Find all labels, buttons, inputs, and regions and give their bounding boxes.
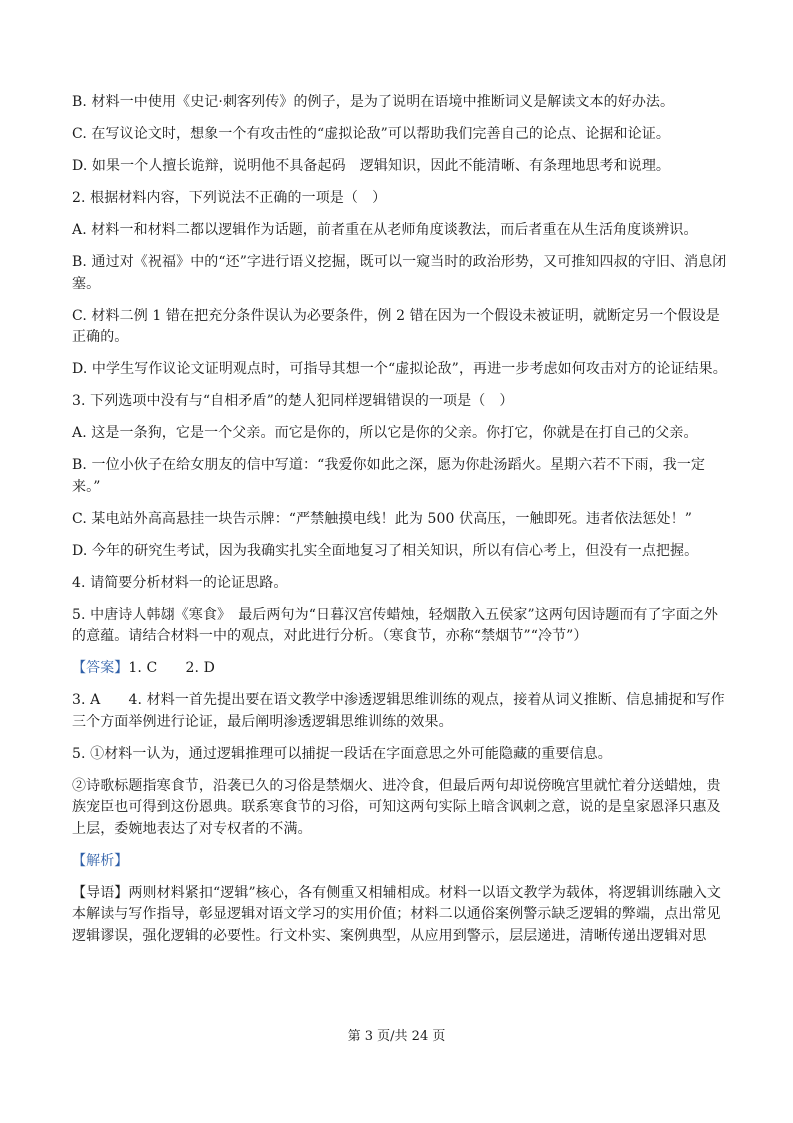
option-3d: D. 今年的研究生考试，因为我确实扎实全面地复习了相关知识，所以有信心考上，但没有一点把握。 [72, 542, 699, 559]
option-3c: C. 某电站外高高悬挂一块告示牌：“严禁触摸电线！此为 500 伏高压，一触即死。违者依法惩处！” [72, 510, 692, 527]
analysis-label: 【解析】 [72, 852, 129, 869]
question-2: 2. 根据材料内容，下列说法不正确的一项是（ ） [72, 190, 387, 206]
option-3b: B. 一位小伙子在给女朋友的信中写道：“我爱你如此之深，愿为你赴汤蹈火。星期六若不下雨，我一定来。” [72, 457, 706, 495]
answer-5-part-1: 5. ①材料一认为，通过逻辑推理可以捕捉一段话在字面意思之外可能隐藏的重要信息。 [72, 745, 612, 762]
answer-line [72, 658, 732, 680]
answer-3-4: 3. A 4. 材料一首先提出要在语文教学中渗透逻辑思维训练的观点，接着从词义推断、信息捕捉和写作三个方面举例进行论证，最后阐明渗透逻辑思维训练的效果。 [72, 692, 725, 730]
question-4: 4. 请简要分析材料一的论证思路。 [72, 574, 288, 591]
answer-5-part-2: ②诗歌标题指寒食节，沿袭已久的习俗是禁烟火、进冷食，但最后两句却说傍晚宫里就忙着分送蜡烛，贵族宠臣也可得到这份恩典。联系寒食节的习俗，可知这两句实际上暗含讽刺之意，说的是皇家恩泽只惠及上层，委婉地表达了对专权者的不满。 [72, 777, 721, 837]
option-2c: C. 材料二例 1 错在把充分条件误认为必要条件，例 2 错在因为一个假设未被证明，就断定另一个假设是正确的。 [72, 307, 720, 345]
option-1b: B. 材料一中使用《史记·刺客列传》的例子，是为了说明在语境中推断词义是解读文本的好办法。 [72, 94, 675, 110]
answer-text: 1. C 2. D [128, 660, 215, 676]
analysis-heading [72, 851, 732, 873]
question-3: 3. 下列选项中没有与“自相矛盾”的楚人犯同样逻辑错误的一项是（ ） [72, 393, 514, 409]
question-5: 5. 中唐诗人韩翃《寒食》 最后两句为“日暮汉宫传蜡烛，轻烟散入五侯家”这两句因诗题而有了字面之外的意蕴。请结合材料一中的观点，对此进行分析。（寒食节，亦称“禁烟节”“冷节”） [72, 606, 719, 644]
page-footer: 第 3 页/共 24 页 [347, 1029, 446, 1044]
option-1c: C. 在写议论文时，想象一个有攻击性的“虚拟论敌”可以帮助我们完善自己的论点、论据和论证。 [72, 126, 670, 142]
guide-label: 【导语】 [72, 884, 129, 901]
option-2d: D. 中学生写作议论文证明观点时，可指导其想一个“虚拟论敌”，再进一步考虑如何攻击对方的论证结果。 [72, 361, 727, 377]
guide-text: 两则材料紧扣“逻辑”核心，各有侧重又相辅相成。材料一以语文教学为载体，将逻辑训练融入文本解读与写作指导，彰显逻辑对语文学习的实用价值；材料二以通俗案例警示缺乏逻辑的弊端，点出常见逻辑谬误，强化逻辑的必要性。行文朴实、案例典型，从应用到警示，层层递进，清晰传递出逻辑对思 [72, 884, 722, 944]
page-content [72, 92, 732, 958]
option-3a: A. 这是一条狗，它是一个父亲。而它是你的，所以它是你的父亲。你打它，你就是在打自己的父亲。 [72, 425, 698, 441]
option-2a: A. 材料一和材料二都以逻辑作为话题，前者重在从老师角度谈教法，而后者重在从生活角度谈辨识。 [72, 222, 698, 238]
option-2b: B. 通过对《祝福》中的“还”字进行语义挖掘，既可以一窥当时的政治形势，又可推知四叔的守旧、消息闭塞。 [72, 254, 727, 292]
guide-paragraph [72, 883, 732, 948]
answer-label: 【答案】 [72, 660, 129, 676]
option-1d: D. 如果一个人擅长诡辩，说明他不具备起码 逻辑知识，因此不能清晰、有条理地思考和说理。 [72, 158, 671, 174]
